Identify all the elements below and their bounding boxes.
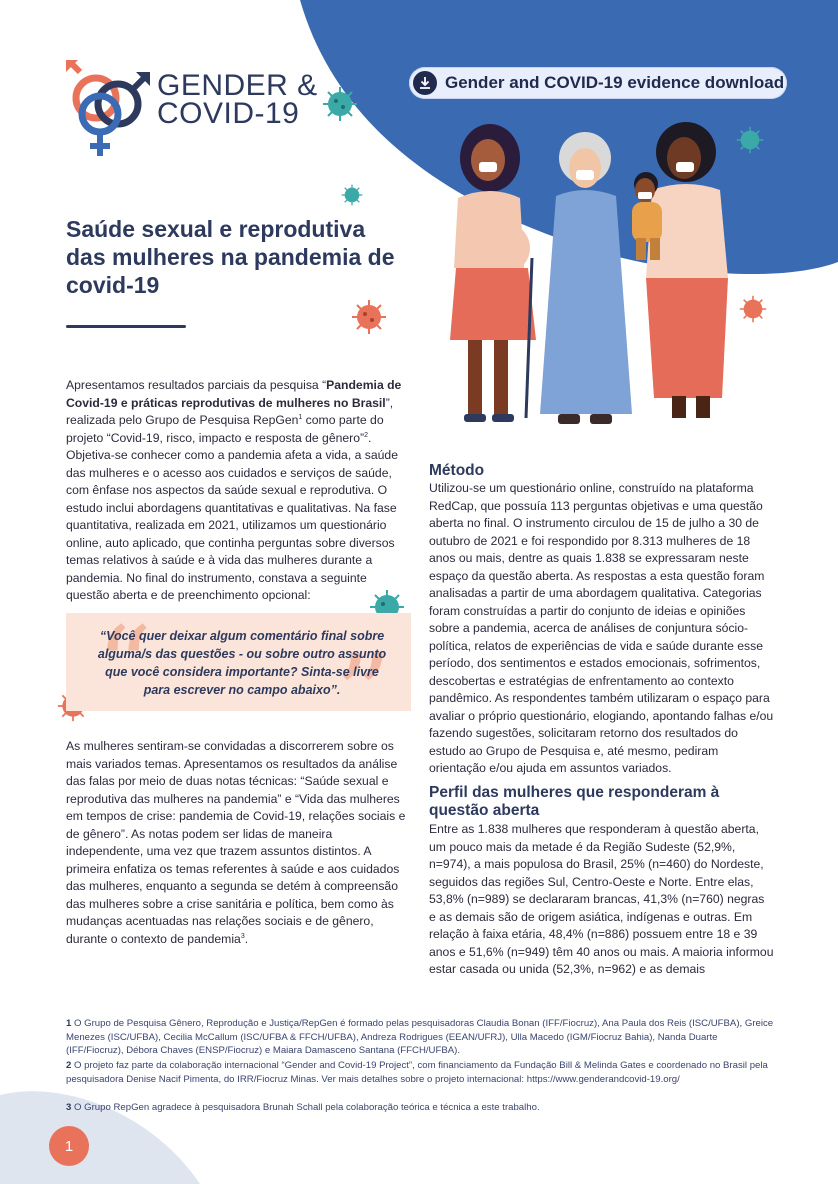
page-number: 1 <box>49 1126 89 1166</box>
footnote-1: 1 O Grupo de Pesquisa Gênero, Reprodução e Justiça/RepGen é formado pelas pesquisadoras Claudia Bonan (IFF/Fiocruz), Ana Paula dos Reis (ISC/UFBA), Greice Menezes (ISC/UFBA), Cecilia McCallum (ISC/UFBA & FFCH/UFBA), Andreza Rodrigues (EEAN/UFRJ), Ulla Macedo (IGM/Fiocruz Bahia), Nanda Duarte (IFF/Fiocruz), Débora Chaves (ENSP/Fiocruz) e Maiara Damasceno Santana (FFCH/UFBA). <box>66 1018 774 1056</box>
women-illustration <box>440 118 740 448</box>
title-underline <box>66 325 186 328</box>
close-quote-mark: ” <box>335 631 392 759</box>
perfil-paragraph: Entre as 1.838 mulheres que responderam à questão aberta, um pouco mais da metade é da Região Sudeste (52,9%, n=974), a mais populosa do Brasil, 25% (n=460) do Nordeste, seguidos das regiões Sul, Centro-Oeste e Norte. Entre elas, 53,8% (n=989) se declararam brancas, 41,3% (n=760) negras e as demais são de origem asiática, indígenas e outras. Em relação à faixa etária, 48,4% (n=886) possuem entre 18 e 39 anos e 51,6% (n=949) têm 40 anos ou mais. A maioria informou estar casada ou unida (52,3%, n=962) e as demais <box>429 822 774 976</box>
open-quote-mark: “ <box>96 603 153 731</box>
metodo-heading: Método <box>429 462 485 479</box>
virus-icon <box>739 295 767 323</box>
virus-icon <box>341 184 363 206</box>
results-paragraph: As mulheres sentiram-se convidadas a discorrerem sobre os mais variados temas. Apresentamos os resultados da análise das falas por meio de duas notas técnicas: “Saúde sexual e reprodutiva das mulheres na pandemia” e “Vida das mulheres em tempos de crise: pandemia de Covid-19, relações sociais e de gênero”. As notas podem ser lidas de maneira independente, uma vez que trazem assuntos distintos. A primeira enfatiza os temas referentes à saúde e aos cuidados das mulheres, enquanto a segunda se detém à compreensão das mulheres sobre a crise sanitária e política, bem como às mudanças acentuadas nas relações sociais e de gênero, durante o contexto de pandemia$^3$. <box>66 739 406 946</box>
logo-line-1: GENDER & <box>157 69 318 102</box>
logo-line-2: COVID-19 <box>157 97 300 130</box>
evidence-download-label: Gender and COVID-19 evidence download <box>445 73 785 92</box>
page-title: Saúde sexual e reprodutiva das mulheres na pandemia de covid-19 <box>66 216 395 298</box>
virus-icon <box>322 86 358 122</box>
download-icon <box>413 71 437 95</box>
perfil-heading: Perfil das mulheres que responderam à questão aberta <box>429 784 720 819</box>
footnote-2: 2 O projeto faz parte da colaboração internacional “Gender and Covid-19 Project”, com financiamento da Fundação Bill & Melinda Gates e coordenado no Brasil pela pesquisadora Denise Nacif Pimenta, do IRR/Fiocruz Minas. Ver mais detalhes sobre o projeto internacional: https://www.genderandcovid-19.org/ <box>66 1060 768 1085</box>
metodo-paragraph: Utilizou-se um questionário online, construído na plataforma RedCap, que possuía 113 perguntas objetivas e uma questão aberta no final. O instrumento circulou de 15 de julho a 30 de outubro de 2021 e foi respondido por 8.313 mulheres de 18 anos ou mais, dentre as quais 1.838 se expressaram neste espaço da questão aberta. As respostas a esta questão foram analisadas a partir de uma abordagem qualitativa. Categorias foram construídas a partir do conjunto de ideias e opiniões sobre a pandemia, acerca de análises de conjuntura sócio-política, relatos de experiências de vida e saúde durante esse período, dos sentimentos e estados emocionais, sofrimentos, descobertas e estratégias de enfrentamento ao contexto pandêmico. As respondentes também utilizaram o espaço para avaliar o próprio questionário, elogiando, apontando falhas e/ou fazendo sugestões, solicitaram retorno dos resultados do estudo ao Grupo de Pesquisa e, até mesmo, pediram orientação e/ou ajuda em assuntos variados. <box>429 481 774 775</box>
quote-text: “Você quer deixar algum comentário final sobre alguma/s das questões - ou sobre outro assunto que você considera importante? Sinta-se livre para escrever no campo abaixo”. <box>97 629 387 697</box>
footnote-3: 3 O Grupo RepGen agradece à pesquisadora Brunah Schall pela colaboração teórica e técnica a este trabalho. <box>66 1102 540 1113</box>
intro-paragraph: Apresentamos resultados parciais da pesquisa “Pandemia de Covid-19 e práticas reprodutivas de mulheres no Brasil”, realizada pelo Grupo de Pesquisa RepGen$^1$ como parte do projeto “Covid-19, risco, impacto e resposta de gênero”$^2$. Objetiva-se conhecer como a pandemia afeta a vida, a saúde das mulheres e o acesso aos cuidados e serviços de saúde, com ênfase nos aspectos da saúde sexual e reprodutiva. O estudo inclui abordagens quantitativas e qualitativas. Na fase quantitativa, realizada em 2021, utilizamos um questionário online, auto aplicado, que continha perguntas sobre diversos temas relativos à saúde e à vida das mulheres durante a pandemia. No final do instrumento, constava a seguinte questão aberta e de preenchimento opcional: <box>66 378 402 602</box>
gender-symbols-icon <box>62 60 152 160</box>
virus-icon <box>351 299 387 335</box>
evidence-download-button[interactable] <box>409 67 787 99</box>
virus-icon <box>736 126 764 154</box>
